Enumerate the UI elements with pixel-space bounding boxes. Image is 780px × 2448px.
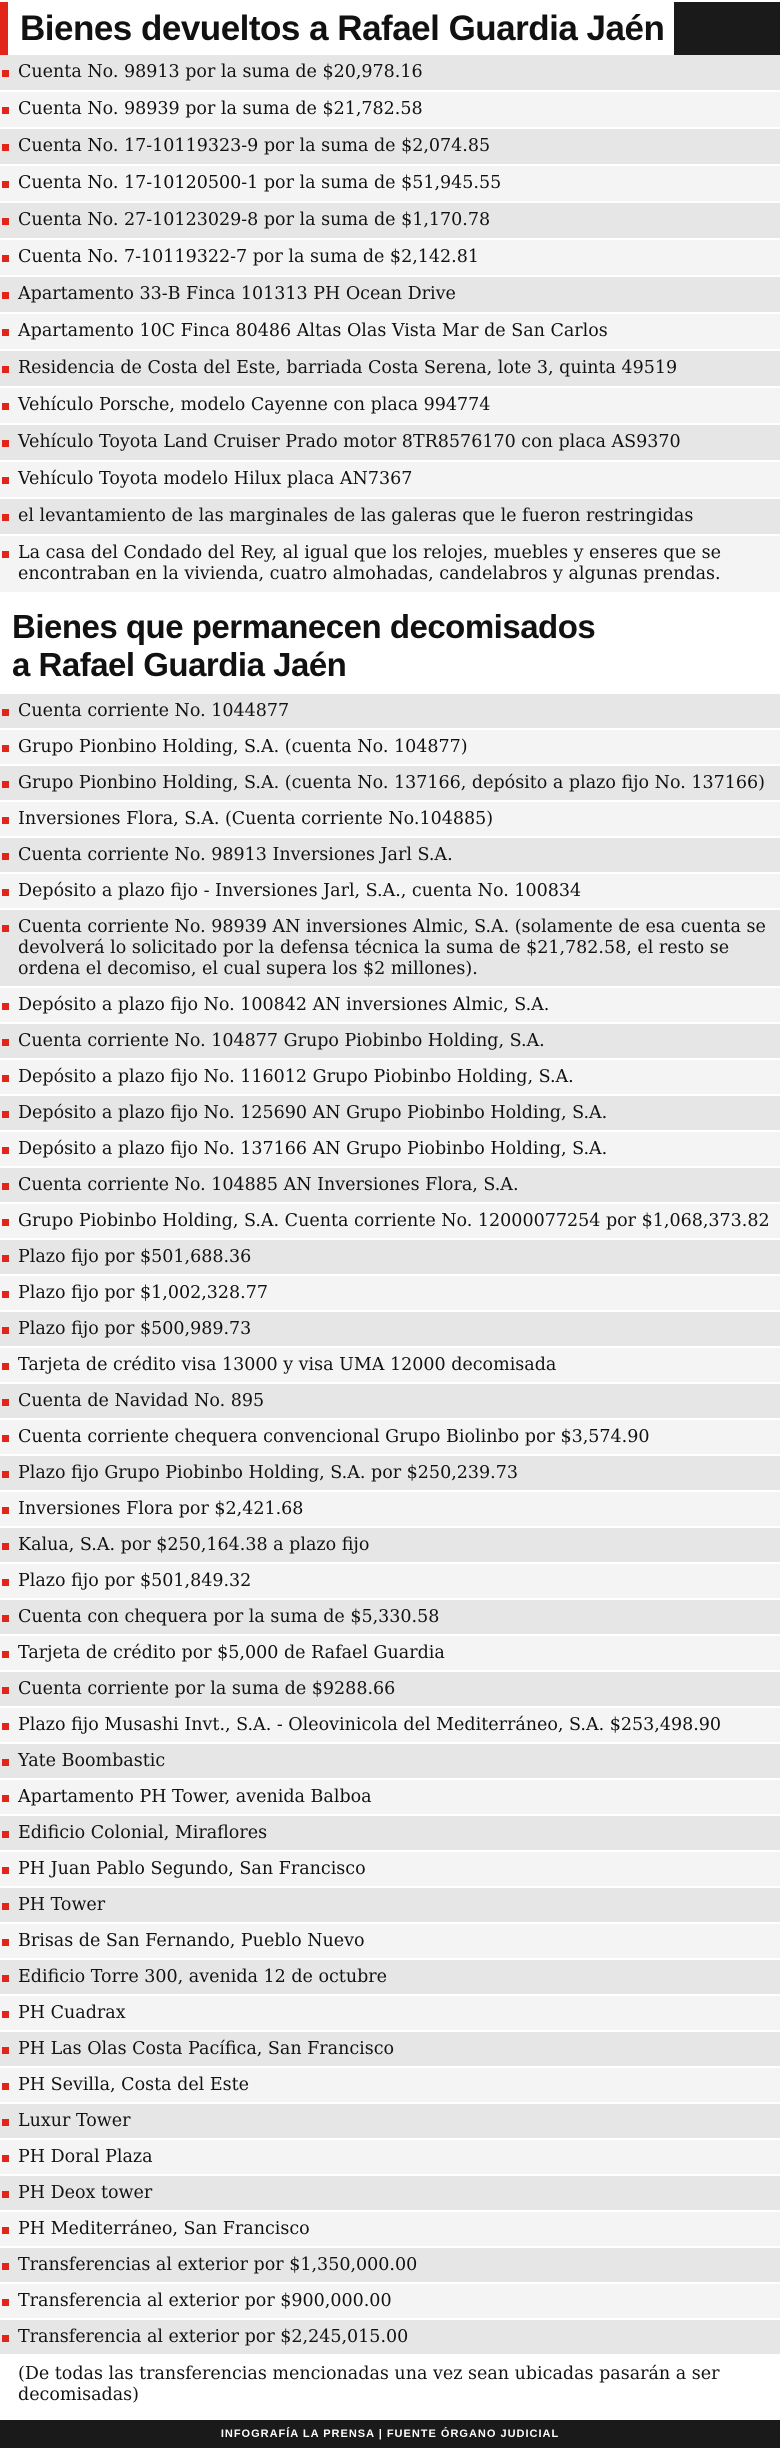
- list-item: [0, 1636, 780, 1672]
- bullet-icon: [2, 1183, 9, 1190]
- list-item-text: el levantamiento de las marginales de las galeras que le fueron restringidas: [18, 506, 694, 526]
- list-item-text: Plazo fijo Grupo Piobinbo Holding, S.A. por $250,239.73: [18, 1463, 518, 1483]
- bullet-icon: [2, 477, 9, 484]
- bullet-icon: [2, 107, 9, 114]
- list-item: [0, 2140, 780, 2176]
- returned-assets-list: [0, 55, 780, 594]
- bullet-icon: [2, 1723, 9, 1730]
- bullet-icon: [2, 1795, 9, 1802]
- bullet-icon: [2, 745, 9, 752]
- list-item-text: Cuenta No. 98913 por la suma de $20,978.16: [18, 62, 423, 82]
- seized-assets-list: [0, 694, 780, 2356]
- bullet-icon: [2, 2119, 9, 2126]
- list-item-text: Yate Boombastic: [18, 1751, 166, 1771]
- list-item-text: Grupo Pionbino Holding, S.A. (cuenta No. 137166, depósito a plazo fijo No. 137166): [18, 773, 765, 793]
- list-item-text: Cuenta No. 27-10123029-8 por la suma de $1,170.78: [18, 210, 491, 230]
- bullet-icon: [2, 1687, 9, 1694]
- section2-title-line2: a Rafael Guardia Jaén: [12, 646, 347, 683]
- list-item: [0, 1240, 780, 1276]
- list-item: [0, 1060, 780, 1096]
- list-item-text: PH Sevilla, Costa del Este: [18, 2075, 249, 2095]
- list-item-text: Depósito a plazo fijo No. 137166 AN Grupo Piobinbo Holding, S.A.: [18, 1139, 608, 1159]
- list-item-text: Cuenta corriente chequera convencional Grupo Biolinbo por $3,574.90: [18, 1427, 650, 1447]
- list-item: [0, 462, 780, 499]
- list-item: [0, 694, 780, 730]
- list-item-text: PH Mediterráneo, San Francisco: [18, 2219, 310, 2239]
- list-item-text: Vehículo Toyota modelo Hilux placa AN7367: [18, 469, 413, 489]
- bullet-icon: [2, 1471, 9, 1478]
- title-rule: [674, 2, 780, 55]
- section1-title: Bienes devueltos a Rafael Guardia Jaén: [20, 9, 665, 48]
- bullet-icon: [2, 1507, 9, 1514]
- list-item: [0, 838, 780, 874]
- list-item: [0, 55, 780, 92]
- bullet-icon: [2, 181, 9, 188]
- list-item: [0, 2032, 780, 2068]
- bullet-icon: [2, 70, 9, 77]
- list-item-text: Grupo Piobinbo Holding, S.A. Cuenta corriente No. 12000077254 por $1,068,373.82: [18, 1211, 770, 1231]
- list-item: [0, 2284, 780, 2320]
- bullet-icon: [2, 2299, 9, 2306]
- list-item: [0, 1672, 780, 1708]
- bullet-icon: [2, 1867, 9, 1874]
- bullet-icon: [2, 1579, 9, 1586]
- list-item-text: Cuenta con chequera por la suma de $5,330.58: [18, 1607, 440, 1627]
- list-item: [0, 166, 780, 203]
- bullet-icon: [2, 2011, 9, 2018]
- bullet-icon: [2, 709, 9, 716]
- bullet-icon: [2, 2083, 9, 2090]
- list-item-text: Apartamento 33-B Finca 101313 PH Ocean Drive: [18, 284, 456, 304]
- list-item-text: La casa del Condado del Rey, al igual que los relojes, muebles y enseres que se encontraban en la vivienda, cuatro almohadas, candelabros y algunas prendas.: [18, 543, 722, 584]
- bullet-icon: [2, 1651, 9, 1658]
- list-item-text: Plazo fijo Musashi Invt., S.A. - Oleovinicola del Mediterráneo, S.A. $253,498.90: [18, 1715, 722, 1735]
- bullet-icon: [2, 817, 9, 824]
- bullet-icon: [2, 551, 9, 558]
- list-item-text: Cuenta corriente No. 98939 AN inversiones Almic, S.A. (solamente de esa cuenta se devolverá lo solicitado por la defensa técnica la suma de $21,782.58, el resto se ordena el decomiso, el cual supera los $2 millones).: [18, 917, 766, 979]
- list-item: [0, 92, 780, 129]
- list-item: [0, 536, 780, 594]
- list-item-text: Cuenta corriente No. 104885 AN Inversiones Flora, S.A.: [18, 1175, 519, 1195]
- bullet-icon: [2, 1363, 9, 1370]
- bullet-icon: [2, 1039, 9, 1046]
- bullet-icon: [2, 403, 9, 410]
- transfers-note: (De todas las transferencias mencionadas una vez sean ubicadas pasarán a ser decomisadas): [18, 2364, 720, 2405]
- bullet-icon: [2, 1327, 9, 1334]
- bullet-icon: [2, 1435, 9, 1442]
- list-item-text: Luxur Tower: [18, 2111, 131, 2131]
- bullet-icon: [2, 1255, 9, 1262]
- bullet-icon: [2, 1075, 9, 1082]
- list-item: [0, 388, 780, 425]
- list-item-text: Transferencia al exterior por $900,000.00: [18, 2291, 392, 2311]
- list-item-text: Depósito a plazo fijo - Inversiones Jarl, S.A., cuenta No. 100834: [18, 881, 582, 901]
- list-item-text: Residencia de Costa del Este, barriada Costa Serena, lote 3, quinta 49519: [18, 358, 678, 378]
- list-item-text: Cuenta de Navidad No. 895: [18, 1391, 265, 1411]
- list-item: [0, 1780, 780, 1816]
- list-item: [0, 1420, 780, 1456]
- list-item: [0, 1528, 780, 1564]
- list-item: [0, 1996, 780, 2032]
- bullet-icon: [2, 2191, 9, 2198]
- list-item-text: Grupo Pionbino Holding, S.A. (cuenta No. 104877): [18, 737, 468, 757]
- list-item: [0, 802, 780, 838]
- list-item-text: Cuenta corriente No. 1044877: [18, 701, 290, 721]
- list-item: [0, 1924, 780, 1960]
- list-item-text: PH Deox tower: [18, 2183, 153, 2203]
- bullet-icon: [2, 255, 9, 262]
- list-item: [0, 314, 780, 351]
- list-item-text: PH Cuadrax: [18, 2003, 126, 2023]
- bullet-icon: [2, 2155, 9, 2162]
- bullet-icon: [2, 781, 9, 788]
- list-item-text: Cuenta No. 98939 por la suma de $21,782.58: [18, 99, 423, 119]
- list-item: [0, 2212, 780, 2248]
- section1-header: [0, 2, 780, 55]
- list-item: [0, 2068, 780, 2104]
- list-item: [0, 910, 780, 988]
- list-item-text: Transferencias al exterior por $1,350,000.00: [18, 2255, 418, 2275]
- list-item-text: Apartamento 10C Finca 80486 Altas Olas Vista Mar de San Carlos: [18, 321, 608, 341]
- list-item: [0, 425, 780, 462]
- bullet-icon: [2, 1399, 9, 1406]
- bullet-icon: [2, 440, 9, 447]
- list-item-text: PH Tower: [18, 1895, 106, 1915]
- bullet-icon: [2, 2227, 9, 2234]
- list-item: [0, 766, 780, 802]
- list-item: [0, 874, 780, 910]
- bullet-icon: [2, 1975, 9, 1982]
- list-item: [0, 1492, 780, 1528]
- list-item-text: Cuenta corriente por la suma de $9288.66: [18, 1679, 396, 1699]
- list-item: [0, 1456, 780, 1492]
- list-item: [0, 1384, 780, 1420]
- list-item-text: Cuenta corriente No. 104877 Grupo Piobinbo Holding, S.A.: [18, 1031, 545, 1051]
- bullet-icon: [2, 1759, 9, 1766]
- list-item-text: Depósito a plazo fijo No. 125690 AN Grupo Piobinbo Holding, S.A.: [18, 1103, 608, 1123]
- list-item: [0, 1204, 780, 1240]
- list-item: [0, 2104, 780, 2140]
- list-item: [0, 1708, 780, 1744]
- bullet-icon: [2, 366, 9, 373]
- list-item: [0, 2248, 780, 2284]
- list-item-text: Edificio Colonial, Miraflores: [18, 1823, 268, 1843]
- list-item-text: Plazo fijo por $501,688.36: [18, 1247, 252, 1267]
- title-accent-bar: [0, 2, 8, 55]
- list-item-text: Edificio Torre 300, avenida 12 de octubre: [18, 1967, 388, 1987]
- list-item-text: Depósito a plazo fijo No. 116012 Grupo Piobinbo Holding, S.A.: [18, 1067, 574, 1087]
- section2-title-line1: Bienes que permanecen decomisados: [12, 608, 596, 645]
- bullet-icon: [2, 514, 9, 521]
- list-item: [0, 988, 780, 1024]
- list-item: [0, 277, 780, 314]
- section2-title: [0, 594, 780, 694]
- bullet-icon: [2, 1147, 9, 1154]
- bullet-icon: [2, 1831, 9, 1838]
- list-item: [0, 1168, 780, 1204]
- bullet-icon: [2, 925, 9, 932]
- bullet-icon: [2, 329, 9, 336]
- list-item-text: Cuenta No. 17-10120500-1 por la suma de $51,945.55: [18, 173, 502, 193]
- list-item-text: PH Doral Plaza: [18, 2147, 153, 2167]
- bullet-icon: [2, 2335, 9, 2342]
- list-item-text: Vehículo Toyota Land Cruiser Prado motor 8TR8576170 con placa AS9370: [18, 432, 681, 452]
- list-item-text: Tarjeta de crédito visa 13000 y visa UMA 12000 decomisada: [18, 1355, 557, 1375]
- list-item-text: PH Juan Pablo Segundo, San Francisco: [18, 1859, 366, 1879]
- list-item: [0, 1276, 780, 1312]
- list-item: [0, 2320, 780, 2356]
- list-item: [0, 1348, 780, 1384]
- list-item-text: Plazo fijo por $1,002,328.77: [18, 1283, 269, 1303]
- list-item: [0, 1852, 780, 1888]
- source-footer: INFOGRAFÍA LA PRENSA | FUENTE ÓRGANO JUDICIAL: [0, 2420, 780, 2448]
- bullet-icon: [2, 1939, 9, 1946]
- list-item-text: Vehículo Porsche, modelo Cayenne con placa 994774: [18, 395, 491, 415]
- bullet-icon: [2, 1543, 9, 1550]
- bullet-icon: [2, 1615, 9, 1622]
- list-item-text: Depósito a plazo fijo No. 100842 AN inversiones Almic, S.A.: [18, 995, 550, 1015]
- list-item-text: Cuenta corriente No. 98913 Inversiones Jarl S.A.: [18, 845, 453, 865]
- list-item-text: Cuenta No. 7-10119322-7 por la suma de $2,142.81: [18, 247, 479, 267]
- list-item: [0, 129, 780, 166]
- bullet-icon: [2, 1903, 9, 1910]
- bullet-icon: [2, 1003, 9, 1010]
- list-item-text: Apartamento PH Tower, avenida Balboa: [18, 1787, 372, 1807]
- list-item: [0, 1096, 780, 1132]
- list-item: [0, 1312, 780, 1348]
- list-item-text: Plazo fijo por $501,849.32: [18, 1571, 252, 1591]
- bullet-icon: [2, 889, 9, 896]
- bullet-icon: [2, 1219, 9, 1226]
- list-item: [0, 1132, 780, 1168]
- bullet-icon: [2, 144, 9, 151]
- list-item-text: Inversiones Flora, S.A. (Cuenta corriente No.104885): [18, 809, 494, 829]
- list-item-text: Cuenta No. 17-10119323-9 por la suma de $2,074.85: [18, 136, 491, 156]
- list-item-text: Transferencia al exterior por $2,245,015.00: [18, 2327, 409, 2347]
- list-item: [0, 1888, 780, 1924]
- list-item-text: Brisas de San Fernando, Pueblo Nuevo: [18, 1931, 365, 1951]
- list-item-text: Tarjeta de crédito por $5,000 de Rafael Guardia: [18, 1643, 445, 1663]
- list-item-text: PH Las Olas Costa Pacífica, San Francisco: [18, 2039, 395, 2059]
- bullet-icon: [2, 2263, 9, 2270]
- list-item: [0, 351, 780, 388]
- list-item: [0, 203, 780, 240]
- bullet-icon: [2, 853, 9, 860]
- list-item-text: Inversiones Flora por $2,421.68: [18, 1499, 304, 1519]
- list-item: [0, 1960, 780, 1996]
- list-item: [0, 1024, 780, 1060]
- bullet-icon: [2, 1291, 9, 1298]
- list-item-text: Kalua, S.A. por $250,164.38 a plazo fijo: [18, 1535, 370, 1555]
- list-item: [0, 1816, 780, 1852]
- list-item: [0, 2176, 780, 2212]
- bullet-icon: [2, 218, 9, 225]
- list-item: [0, 1600, 780, 1636]
- list-item: [0, 1744, 780, 1780]
- list-item: [0, 240, 780, 277]
- list-item: [0, 1564, 780, 1600]
- list-item: [0, 730, 780, 766]
- list-item-text: Plazo fijo por $500,989.73: [18, 1319, 252, 1339]
- bullet-icon: [2, 1111, 9, 1118]
- bullet-icon: [2, 292, 9, 299]
- bullet-icon: [2, 2047, 9, 2054]
- list-item: [0, 499, 780, 536]
